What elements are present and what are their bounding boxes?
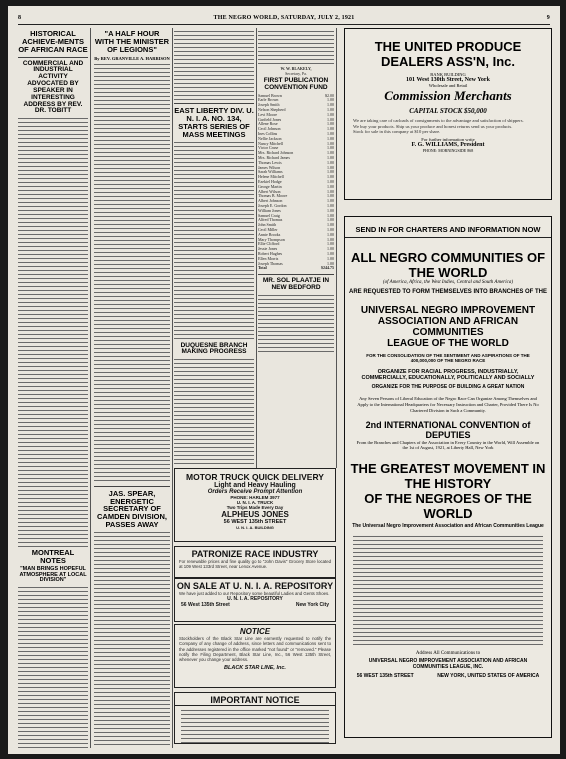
contributor-amount: 1.00 xyxy=(327,140,334,146)
repository-sale-ad xyxy=(174,578,336,622)
contributor-amount: 1.00 xyxy=(327,193,334,199)
column-3 xyxy=(174,28,254,466)
contributor-name: William Jones xyxy=(258,207,281,213)
article-text xyxy=(258,294,334,354)
contributor-amount: 1.00 xyxy=(327,121,334,127)
black-star-notice xyxy=(174,624,336,688)
ad-text: ORGANIZE FOR RACIAL PROGRESS, INDUSTRIALLY, COMMERCIALLY, EDUCATIONALLY, POLITICALLY AND SOCIALLY xyxy=(361,369,535,381)
unia-charter-ad xyxy=(344,216,552,738)
contributor-name: Levi Moore xyxy=(258,111,277,117)
article-text xyxy=(18,586,88,748)
contributor-amount: 1.00 xyxy=(327,97,334,103)
contributor-amount: 1.00 xyxy=(327,212,334,218)
contributor-name: Joseph Smith xyxy=(258,102,280,108)
contributor-amount: 1.00 xyxy=(327,145,334,151)
contributor-amount: 1.00 xyxy=(327,188,334,194)
subheadline: "MAN BRINGS HOPEFUL ATMOSPHERE AT LOCAL DIVISION" xyxy=(19,565,87,584)
contributor-amount: 1.00 xyxy=(327,154,334,160)
contributor-amount: 1.00 xyxy=(327,207,334,213)
headline: EAST LIBERTY DIV. U. N. I. A. NO. 134, STARTS SERIES OF MASS MEETINGS xyxy=(174,106,254,139)
contributor-name: Helene Mitchell xyxy=(258,174,284,180)
ad-text: Stockholders of the Black Star Line are earnestly requested to notify the Company of any change of address, since letters and communications sent to the addresses registered in the office marked "not found" or "removed." Please notify the Filing Department, Black Star Line, Inc., 56 West 135th Street, whenever you change your address. xyxy=(179,636,331,663)
contributor-amount: 1.00 xyxy=(327,250,334,256)
headline: "A HALF HOUR WITH THE MINISTER OF LEGIONS" xyxy=(94,29,170,54)
contributor-amount: 1.00 xyxy=(327,246,334,252)
headline: HISTORICAL ACHIEVE-MENTS OF AFRICAN RACE xyxy=(18,29,88,54)
page-header xyxy=(18,12,550,25)
contributor-name: Alfred Thomas xyxy=(258,217,283,223)
ad-text: The Universal Negro Improvement Association and African Communities League xyxy=(352,523,544,530)
contributor-amount: 1.00 xyxy=(327,226,334,232)
contributor-amount: 1.00 xyxy=(327,164,334,170)
contributor-amount: 1.00 xyxy=(327,135,334,141)
byline: By REV. GRANVILLE A. HARRISON xyxy=(94,55,170,61)
ad-capital: CAPITAL STOCK $50,000 xyxy=(409,107,487,115)
contributor-amount: 1.00 xyxy=(327,131,334,136)
ad-text: U. N. I. A. REPOSITORY xyxy=(227,596,283,603)
ad-text: Stock for sale in this company at $10 per share. xyxy=(353,129,441,135)
contributor-amount: 1.00 xyxy=(327,174,334,180)
article-text xyxy=(258,30,334,64)
contributor-amount: 1.00 xyxy=(327,183,334,189)
ad-text: FOR THE CONSOLIDATION OF THE SENTIMENT AND ASPIRATIONS OF THE 400,000,000 OF THE NEGRO RACE xyxy=(366,353,530,363)
ad-address: 56 WEST 135th STREET xyxy=(223,519,287,525)
signature-title: Secretary, Pa. xyxy=(285,71,307,76)
column-1 xyxy=(18,28,88,748)
contributor-name: Victor Cruse xyxy=(258,145,279,151)
ad-heading: LEAGUE OF THE WORLD xyxy=(387,338,509,349)
headline: MR. SOL PLAATJE IN NEW BEDFORD xyxy=(262,277,330,291)
ad-title: MOTOR TRUCK QUICK DELIVERY xyxy=(186,472,324,482)
ad-address: UNIVERSAL NEGRO IMPROVEMENT ASSOCIATION AND AFRICAN COMMUNITIES LEAGUE, INC. xyxy=(368,658,528,671)
ad-address: 101 West 130th Street, New York xyxy=(406,77,490,83)
contributor-amount: 1.00 xyxy=(327,198,334,204)
ad-text: U. N. I. A. BUILDING xyxy=(236,525,274,530)
article-text xyxy=(18,117,88,547)
patronize-ad xyxy=(174,546,336,578)
contributor-name: Cecil Johnson xyxy=(258,126,281,132)
ad-text: From the Branches and Chapters of the Association in Every Country in the World, Will Assemble on the 1st of August, 1921, at Liberty Hall, New York xyxy=(356,439,540,451)
column-rule xyxy=(336,28,337,468)
contributor-amount: 1.00 xyxy=(327,217,334,223)
ad-line: Commission Merchants xyxy=(384,88,512,103)
ad-text: Any Seven Persons of Liberal Education of the Negro Race Can Organize Among Themselves and Apply to the International Headquarters for Necessary Instruction and Charter, Provided There Is No Chartered Division in Such a Community. xyxy=(357,396,539,413)
column-rule xyxy=(256,28,257,468)
contributor-name: Robert Hughes xyxy=(258,250,283,256)
contributor-amount: 1.00 xyxy=(327,111,334,117)
page-number-left: 8 xyxy=(18,15,22,21)
contributor-name: Mary Thompson xyxy=(258,236,285,242)
ad-text: We buy your products. Ship us your produce and honest returns send us your products. xyxy=(353,123,513,129)
ad-text: ORGANIZE FOR THE PURPOSE OF BUILDING A GREAT NATION xyxy=(371,384,525,390)
important-notice xyxy=(174,692,336,744)
ad-heading: ALL NEGRO COMMUNITIES OF THE WORLD xyxy=(350,250,546,280)
contributor-name: Thomas Lewis xyxy=(258,159,282,165)
ad-heading: 2nd INTERNATIONAL CONVENTION of DEPUTIES xyxy=(365,419,531,440)
ad-heading: SEND IN FOR CHARTERS AND INFORMATION NOW xyxy=(345,225,551,238)
contributor-name: Sarah Williams xyxy=(258,169,283,175)
ad-body-text xyxy=(181,709,329,743)
contributor-amount: 1.00 xyxy=(327,236,334,242)
contributor-name: Ezekiel Hodge xyxy=(258,178,282,184)
contributor-amount: 1.00 xyxy=(327,169,334,175)
ad-contact: F. G. WILLIAMS, President xyxy=(411,142,485,149)
ad-text: Two Trips Made Every Day xyxy=(226,505,284,510)
ad-address: New York City xyxy=(295,602,329,609)
page-number-right: 9 xyxy=(546,15,550,21)
ad-sub: Light and Heavy Hauling xyxy=(214,482,296,489)
contributor-name: Annie Brooks xyxy=(258,231,281,237)
ad-heading: UNIVERSAL NEGRO IMPROVEMENT ASSOCIATION AND AFRICAN COMMUNITIES xyxy=(360,305,536,338)
motor-truck-ad xyxy=(174,468,336,542)
contributor-amount: $2.00 xyxy=(325,92,334,98)
contributor-amount: 1.00 xyxy=(327,260,334,266)
ad-text: Address All Communications to xyxy=(415,651,481,657)
contributor-name: Albert Wilson xyxy=(258,188,281,194)
ad-text: U. N. I. A. TRUCK xyxy=(236,500,274,505)
masthead-title: THE NEGRO WORLD, SATURDAY, JULY 2, 1921 xyxy=(213,15,355,21)
column-rule xyxy=(172,28,173,748)
contributor-name: Ellen Morris xyxy=(258,255,279,261)
ad-text: We are taking care of carloads of consignments to the advantage and satisfaction of shippers. xyxy=(353,118,524,123)
article-text xyxy=(94,531,170,748)
contributor-amount: 1.00 xyxy=(327,222,334,228)
ad-address: 56 WEST 135th STREET xyxy=(356,673,414,680)
contributor-name: Garfield Jones xyxy=(258,116,282,122)
column-2 xyxy=(94,28,170,748)
column-4 xyxy=(258,28,334,466)
contributor-name: Samuel Craig xyxy=(258,212,280,218)
ad-name: ALPHEUS JONES xyxy=(221,510,289,519)
contributor-amount: 1.00 xyxy=(327,202,334,208)
ad-text: For renewable prices and fine quality go to "John Davis" Grocery Store located at 109 West 133rd Street, near Lenox Avenue. xyxy=(179,559,331,570)
ad-text: For further information write xyxy=(421,137,475,143)
contributor-name: Mrs. Richard James xyxy=(258,154,290,160)
contributor-amount: 1.00 xyxy=(327,255,334,261)
contributor-amount: 1.00 xyxy=(327,231,334,237)
ad-title: PATRONIZE RACE INDUSTRY xyxy=(191,549,319,559)
newspaper-page xyxy=(8,6,560,754)
total-label: Total xyxy=(258,265,267,271)
ad-text: We have just added to our Repository some beautiful Ladies and Gents Shoes. xyxy=(179,591,330,596)
ad-title: NOTICE xyxy=(239,627,271,636)
ad-text: ARE REQUESTED TO FORM THEMSELVES INTO BRANCHES OF THE xyxy=(348,289,547,295)
contributor-amount: 1.00 xyxy=(327,116,334,122)
contributor-list xyxy=(258,94,334,267)
ad-text: (of America, Africa, the West Indies, Central and South America) xyxy=(382,280,514,285)
headline: FIRST PUBLICATION CONVENTION FUND xyxy=(263,77,329,91)
signature: W. W. BLAKELY, xyxy=(280,66,312,71)
ad-text: Wholesale and Retail xyxy=(428,83,468,88)
contributor-name: Albert Johnson xyxy=(258,198,283,204)
spacer xyxy=(338,198,342,199)
contributor-name: Cecil Miller xyxy=(258,226,278,232)
contributor-name: Nancy Mitchell xyxy=(258,140,283,146)
ad-title: THE UNITED PRODUCE xyxy=(374,39,522,54)
contributor-amount: 1.00 xyxy=(327,150,334,156)
contributor-name: John Smith xyxy=(258,222,277,228)
contributor-amount: 1.00 xyxy=(327,178,334,184)
ad-contact-phone: PHONE: MORNINGSIDE 868 xyxy=(422,148,474,154)
article-text xyxy=(94,63,170,483)
article-text xyxy=(174,141,254,341)
total-value: $244.75 xyxy=(321,265,334,271)
contributor-amount: 1.00 xyxy=(327,102,334,108)
contributor-amount: 1.00 xyxy=(327,159,334,165)
ad-sub: Orders Receive Prompt Attention xyxy=(207,489,303,495)
contributor-name: Ines Collins xyxy=(258,131,278,136)
contributor-name: Mrs. Richard Johnson xyxy=(258,150,294,156)
ad-text: PHONE: HARLEM 3977 xyxy=(230,495,280,500)
contributor-name: Ellie Clifford xyxy=(258,241,280,247)
contributor-name: Jessie Jones xyxy=(258,246,278,252)
ad-address: 56 West 135th Street xyxy=(181,602,230,609)
contributor-amount: 1.00 xyxy=(327,241,334,247)
article-text xyxy=(174,358,254,466)
ad-title: ON SALE AT U. N. I. A. REPOSITORY xyxy=(176,581,334,591)
ad-heading: THE GREATEST MOVEMENT IN THE HISTORY xyxy=(350,461,546,492)
article-text xyxy=(174,30,254,100)
ad-title: IMPORTANT NOTICE xyxy=(175,695,335,706)
contributor-name: Joseph Thomas xyxy=(258,260,283,266)
contributor-name: Nellie Jackson xyxy=(258,135,282,141)
headline: MONTREAL NOTES xyxy=(31,548,75,565)
contributor-amount: 1.00 xyxy=(327,107,334,113)
ad-text: BANK BUILDING xyxy=(430,72,466,77)
ad-address: NEW YORK, UNITED STATES OF AMERICA xyxy=(437,673,540,680)
headline: DUQUESNE BRANCH MAKING PROGRESS xyxy=(180,341,248,356)
contributor-name: Earle Brown xyxy=(258,97,279,103)
column-rule xyxy=(90,28,91,748)
ad-sign: BLACK STAR LINE, Inc. xyxy=(224,664,286,671)
contributor-name: Nelson Shepherd xyxy=(258,107,286,113)
contributor-name: Allene Rose xyxy=(258,121,278,127)
contributor-name: Thomas B. Moore xyxy=(258,193,288,199)
headline: JAS. SPEAR, ENERGETIC SECRETARY OF CAMDEN DIVISION, PASSES AWAY xyxy=(96,488,167,530)
subheadline: COMMERCIAL AND INDUSTRIAL ACTIVITY ADVOCATED BY SPEAKER IN INTERESTING ADDRESS BY REV. DR. TOBITT xyxy=(22,59,84,115)
contributor-name: James Wilson xyxy=(258,164,281,170)
contributor-name: Samuel Brown xyxy=(258,92,282,98)
ad-heading: OF THE NEGROES OF THE WORLD xyxy=(364,491,532,522)
ad-body-text xyxy=(353,535,543,645)
contributor-amount: 1.00 xyxy=(327,126,334,132)
contributor-name: George Martin xyxy=(258,183,282,189)
united-produce-ad xyxy=(344,28,552,200)
contributor-name: Joseph E. Gordon xyxy=(258,202,287,208)
ad-title: DEALERS ASS'N, Inc. xyxy=(380,54,516,69)
